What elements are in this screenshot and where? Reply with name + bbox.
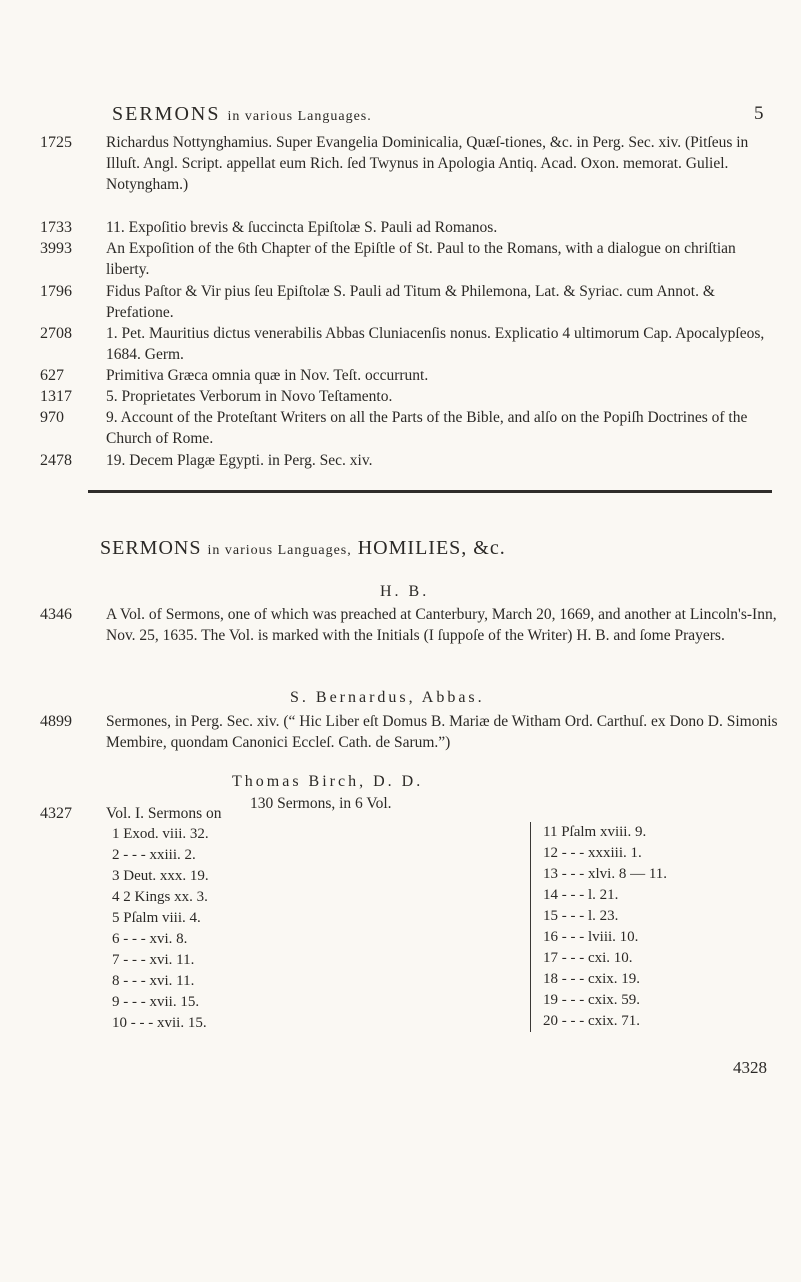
list-item: 17 - - - cxi. 10. xyxy=(543,950,633,966)
author-heading: S. Bernardus, Abbas. xyxy=(290,689,485,706)
list-item: 19 - - - cxix. 59. xyxy=(543,992,641,1008)
author-heading: H. B. xyxy=(380,583,430,600)
catalogue-entry xyxy=(40,132,780,195)
entry-text: An Expoſition of the 6th Chapter of the Epiſtle of St. Paul to the Romans, with a dialogue on chriſtian liberty. xyxy=(106,240,736,278)
entry-number: 1725 xyxy=(40,134,72,151)
entry-number: 3993 xyxy=(40,240,72,257)
volume-subtitle: 130 Sermons, in 6 Vol. xyxy=(250,795,392,812)
entry-text: A Vol. of Sermons, one of which was preached at Canterbury, March 20, 1669, and another at Lincoln's-Inn, Nov. 25, 1635. The Vol. is marked with the Initials (I ſuppoſe of the Writer) H. B. and ſome Prayers. xyxy=(106,606,777,644)
catalogue-entry xyxy=(40,711,780,753)
entry-text: Primitiva Græca omnia quæ in Nov. Teſt. occurrunt. xyxy=(106,367,429,384)
list-item: 2 - - - xxiii. 2. xyxy=(112,847,196,863)
entry-number: 2478 xyxy=(40,452,72,469)
list-item: 7 - - - xvi. 11. xyxy=(112,952,195,968)
catalogue-entry xyxy=(40,604,780,646)
entry-text: Sermones, in Perg. Sec. xiv. (“ Hic Liber eſt Domus B. Mariæ de Witham Ord. Carthuſ. ex Dono D. Simonis Membire, quondam Canonici Eccleſ. Cath. de Sarum.”) xyxy=(106,713,778,751)
entry-number: 2708 xyxy=(40,325,72,342)
entry-number: 4899 xyxy=(40,713,72,730)
sermon-list-left xyxy=(112,824,312,1034)
entry-text: 1. Pet. Mauritius dictus venerabilis Abbas Cluniacenſis nonus. Explicatio 4 ultimorum Cap. Apocalypſeos, 1684. Germ. xyxy=(106,325,765,363)
list-item: 18 - - - cxix. 19. xyxy=(543,971,641,987)
sermon-list-right xyxy=(530,822,783,1032)
catchword: 4328 xyxy=(733,1058,767,1077)
list-item: 20 - - - cxix. 71. xyxy=(543,1013,641,1029)
entry-text: 5. Proprietates Verborum in Novo Teſtamento. xyxy=(106,388,393,405)
page-number: 5 xyxy=(754,103,764,124)
entry-text: 9. Account of the Proteſtant Writers on all the Parts of the Bible, and alſo on the Popiſh Doctrines of the Church of Rome. xyxy=(106,409,748,447)
running-head-rest: in various Languages. xyxy=(227,109,372,124)
catalogue-entry xyxy=(40,323,780,365)
list-item: 10 - - - xvii. 15. xyxy=(112,1015,207,1031)
running-head-caps: SERMONS xyxy=(112,103,221,125)
catalogue-entry xyxy=(40,238,780,280)
entry-number: 4327 xyxy=(40,805,72,822)
section-divider xyxy=(88,490,772,493)
entry-number: 1733 xyxy=(40,219,72,236)
list-item: 3 Deut. xxx. 19. xyxy=(112,868,209,884)
catalogue-entry xyxy=(40,803,780,824)
catalogue-entry xyxy=(40,386,780,407)
section-heading-homilies: HOMILIES, &c. xyxy=(357,537,506,559)
list-item: 13 - - - xlvi. 8 — 11. xyxy=(543,866,668,882)
list-item: 4 2 Kings xx. 3. xyxy=(112,889,208,905)
section-heading xyxy=(100,537,780,560)
list-item: 9 - - - xvii. 15. xyxy=(112,994,200,1010)
catalogue-entry xyxy=(40,450,780,471)
entry-number: 4346 xyxy=(40,606,72,623)
list-item: 6 - - - xvi. 8. xyxy=(112,931,188,947)
catalogue-entry xyxy=(40,365,780,386)
entry-text: Richardus Nottynghamius. Super Evangelia Dominicalia, Quæſ-tiones, &c. in Perg. Sec. xiv. (Pitſeus in Illuſt. Angl. Script. appellat eum Rich. ſed Twynus in Apologia Antiq. Acad. Oxon. memorat. Guliel. Notyngham.) xyxy=(106,134,749,193)
entry-text: 19. Decem Plagæ Egypti. in Perg. Sec. xiv. xyxy=(106,452,373,469)
running-head xyxy=(112,103,772,126)
entry-number: 1796 xyxy=(40,283,72,300)
catalogue-entry xyxy=(40,281,780,323)
list-item: 5 Pſalm viii. 4. xyxy=(112,910,201,926)
entry-number: 970 xyxy=(40,409,64,426)
author-heading: Thomas Birch, D. D. xyxy=(232,773,424,790)
entry-text: Vol. I. Sermons on xyxy=(106,805,222,822)
entry-number: 1317 xyxy=(40,388,72,405)
entry-text: 11. Expoſitio brevis & ſuccincta Epiſtolæ S. Pauli ad Romanos. xyxy=(106,219,498,236)
list-item: 15 - - - l. 23. xyxy=(543,908,619,924)
entry-text: Fidus Paſtor & Vir pius ſeu Epiſtolæ S. Pauli ad Titum & Philemona, Lat. & Syriac. cum Annot. & Prefatione. xyxy=(106,283,715,321)
list-item: 12 - - - xxxiii. 1. xyxy=(543,845,642,861)
section-heading-mid: in various Languages, xyxy=(207,543,352,558)
catalogue-entry xyxy=(40,217,780,238)
list-item: 14 - - - l. 21. xyxy=(543,887,619,903)
entry-number: 627 xyxy=(40,367,64,384)
list-item: 8 - - - xvi. 11. xyxy=(112,973,195,989)
list-item: 1 Exod. viii. 32. xyxy=(112,826,209,842)
section-heading-caps: SERMONS xyxy=(100,537,202,559)
list-item: 11 Pſalm xviii. 9. xyxy=(543,824,647,840)
catalogue-entry xyxy=(40,407,780,449)
list-item: 16 - - - lviii. 10. xyxy=(543,929,639,945)
